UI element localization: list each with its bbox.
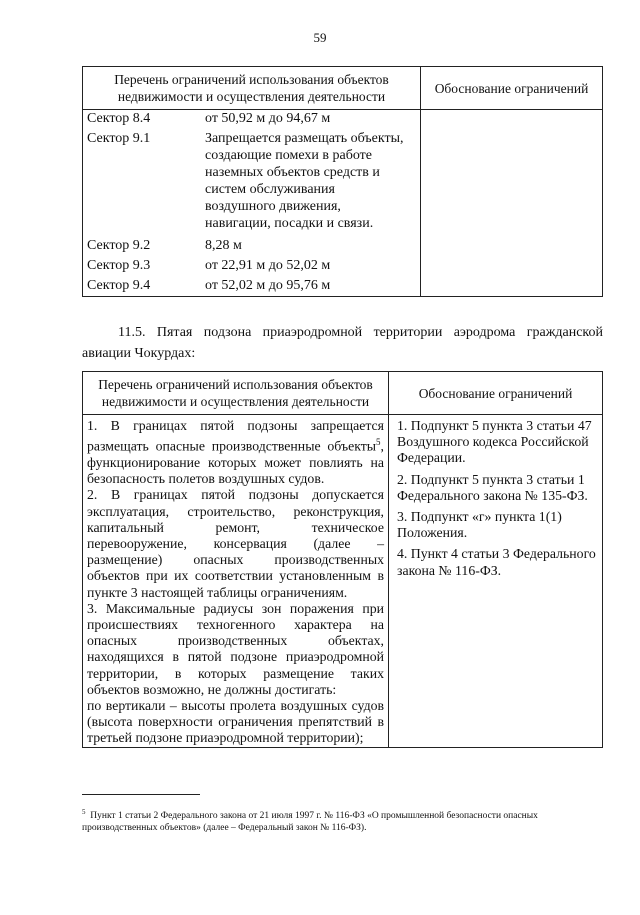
table2-header-restrictions: Перечень ограничений использования объектов недвижимости и осуществления деятельности xyxy=(83,372,389,415)
basis-item: 4. Пункт 4 статьи 3 Федерального закона № 116-ФЗ. xyxy=(397,546,596,578)
table-row xyxy=(83,130,420,232)
footnote-divider xyxy=(82,794,200,795)
basis-item: 2. Подпункт 5 пункта 3 статьи 1 Федерального закона № 135-ФЗ. xyxy=(397,471,588,503)
restriction-item: 3. Максимальные радиусы зон поражения при происшествиях техногенного характера на опасных производственных объектах, находящихся в пятой подзоне приаэродромной территории, в которых размещение таких объектов возможно, не должны достигать: xyxy=(87,600,384,697)
section-paragraph xyxy=(82,322,603,364)
footnote-mark: 5 xyxy=(376,437,381,448)
table-row xyxy=(83,110,420,127)
sector-name: Сектор 9.1 xyxy=(87,131,151,146)
table1-header-restrictions: Перечень ограничений использования объектов недвижимости и осуществления деятельности xyxy=(83,67,421,110)
sector-name: Сектор 9.4 xyxy=(87,278,151,293)
sector-value: Запрещается размещать объекты, создающие помехи в работе наземных объектов средств и систем обслуживания воздушного движения, навигации, посадки и связи. xyxy=(205,131,404,231)
restriction-item: по вертикали – высоты пролета воздушных судов (высота поверхности ограничения препятствий в третьей подзоне приаэродромной территории); xyxy=(87,698,384,746)
sector-value: от 52,02 м до 95,76 м xyxy=(205,278,331,293)
basis-item: 1. Подпункт 5 пункта 3 статьи 47 Воздушного кодекса Российской Федерации. xyxy=(397,418,592,466)
table1-restrictions-cell xyxy=(83,110,421,297)
footnote xyxy=(82,806,603,834)
sector-value: 8,28 м xyxy=(205,238,242,253)
sector-value: от 22,91 м до 52,02 м xyxy=(205,258,331,273)
sector-name: Сектор 8.4 xyxy=(87,111,151,126)
page-number: 59 xyxy=(313,30,327,45)
footnote-text: Пункт 1 статьи 2 Федерального закона от 21 июля 1997 г. № 116-ФЗ «О промышленной безопасности опасных производственных объектов» (далее – Федеральный закон № 116-ФЗ). xyxy=(82,811,538,834)
sector-name: Сектор 9.2 xyxy=(87,238,151,253)
basis-item: 3. Подпункт «г» пункта 1(1) Положения. xyxy=(397,509,562,541)
table1-basis-cell xyxy=(421,110,603,297)
table2-restrictions-cell xyxy=(83,415,389,748)
footnote-mark: 5 xyxy=(82,808,86,816)
fifth-subzone-table xyxy=(82,371,603,748)
restriction-text: 1. В границах пятой подзоны запрещается размещать опасные производственные объекты xyxy=(87,418,384,454)
sector-name: Сектор 9.3 xyxy=(87,258,151,273)
table-row xyxy=(83,237,420,254)
restriction-item: 2. В границах пятой подзоны допускается эксплуатация, строительство, реконструкция, капитальный ремонт, техническое перевооружение, консервация (далее – размещение) опасных производственных объектов при их соответствии установленным в пункте 3 настоящей таблицы ограничениям. xyxy=(87,487,384,600)
restriction-item xyxy=(87,418,384,487)
table-row xyxy=(83,277,420,294)
sector-restrictions-table xyxy=(82,66,603,297)
table2-basis-cell xyxy=(389,415,603,748)
table1-header-basis: Обоснование ограничений xyxy=(421,67,603,110)
paragraph-text: 11.5. Пятая подзона приаэродромной территории аэродрома гражданской авиации Чокурдах: xyxy=(82,325,603,361)
restriction-text: , функционирование которых может повлиять на безопасность полетов воздушных судов. xyxy=(87,438,384,487)
table-row xyxy=(83,257,420,274)
table2-header-basis: Обоснование ограничений xyxy=(389,372,603,415)
sector-value: от 50,92 м до 94,67 м xyxy=(205,111,331,126)
